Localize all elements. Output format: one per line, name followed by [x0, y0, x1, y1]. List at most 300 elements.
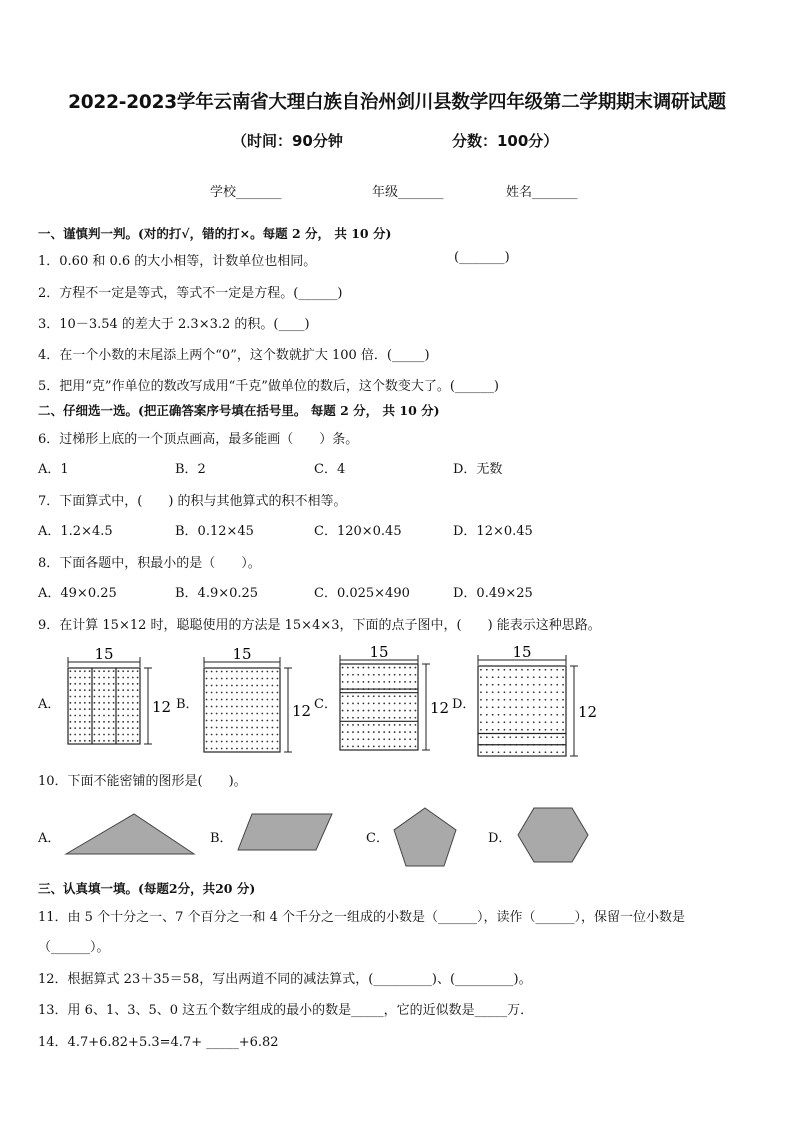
grid-dot	[357, 703, 359, 705]
grid-dot	[562, 669, 564, 671]
grid-dot	[556, 751, 558, 753]
grid-dot	[409, 738, 411, 740]
grid-dot	[545, 721, 547, 723]
grid-dot	[415, 695, 417, 697]
grid-dot	[521, 676, 523, 678]
grid-dot	[79, 677, 81, 679]
grid-dot	[261, 713, 263, 715]
grid-dot	[363, 724, 365, 726]
grid-dot	[277, 741, 279, 743]
grid-dot	[103, 734, 105, 736]
grid-dot	[70, 740, 72, 742]
grid-dot	[357, 731, 359, 733]
grid-dot	[562, 751, 564, 753]
grid-dot	[236, 741, 238, 743]
width-label: 15	[512, 643, 532, 661]
grid-dot	[241, 678, 243, 680]
grid-dot	[347, 681, 349, 683]
grid-dot	[486, 699, 488, 701]
grid-dot	[94, 677, 96, 679]
grid-rectangle	[478, 666, 566, 756]
grid-dot	[352, 703, 354, 705]
grid-dot	[515, 699, 517, 701]
q8-option-b[interactable]: B．4.9×0.25	[175, 586, 259, 601]
q7-option-b[interactable]: B．0.12×45	[175, 524, 254, 539]
q6-option-a[interactable]: A．1	[38, 462, 69, 477]
grid-dot	[236, 706, 238, 708]
grid-dot	[74, 708, 76, 710]
grid-dot	[486, 676, 488, 678]
grid-dot	[409, 724, 411, 726]
grid-dot	[261, 685, 263, 687]
grid-dot	[132, 677, 134, 679]
grid-dot	[352, 746, 354, 748]
grid-dot	[383, 724, 385, 726]
q6-option-b[interactable]: B．2	[175, 462, 206, 477]
grid-dot	[137, 683, 139, 685]
grid-dot	[226, 692, 228, 694]
question-11-line-2: （______）。	[38, 940, 110, 955]
q7-option-d[interactable]: D．12×0.45	[453, 524, 533, 539]
grid-dot	[509, 669, 511, 671]
grid-dot	[103, 702, 105, 704]
grid-dot	[504, 736, 506, 738]
grid-dot	[527, 699, 529, 701]
grid-dot	[357, 667, 359, 669]
grid-dot	[509, 691, 511, 693]
grid-dot	[486, 684, 488, 686]
grid-dot	[84, 689, 86, 691]
dot-diagram-d	[472, 643, 598, 760]
grid-dot	[527, 706, 529, 708]
q10-option-b[interactable]: B．	[210, 831, 233, 846]
grid-dot	[74, 670, 76, 672]
grid-dot	[515, 676, 517, 678]
grid-dot	[504, 676, 506, 678]
question-11-line-1: 11．由 5 个十分之一、7 个百分之一和 4 个千分之一组成的小数是（______），读作（______），保留一位小数是	[38, 910, 686, 925]
grid-dot	[539, 691, 541, 693]
grid-dot	[272, 699, 274, 701]
grid-dot	[389, 674, 391, 676]
grid-dot	[256, 713, 258, 715]
grid-dot	[216, 748, 218, 750]
grid-dot	[527, 721, 529, 723]
grid-dot	[113, 689, 115, 691]
grid-dot	[221, 685, 223, 687]
grid-dot	[118, 740, 120, 742]
grid-dot	[251, 713, 253, 715]
grid-dot	[342, 681, 344, 683]
grid-dot	[132, 708, 134, 710]
grid-dot	[521, 691, 523, 693]
grid-dot	[94, 683, 96, 685]
grid-dot	[89, 670, 91, 672]
grid-dot	[206, 741, 208, 743]
grid-dot	[103, 708, 105, 710]
grid-dot	[84, 670, 86, 672]
grid-dot	[545, 691, 547, 693]
grid-dot	[127, 702, 129, 704]
grid-dot	[132, 721, 134, 723]
grid-dot	[545, 729, 547, 731]
grid-dot	[137, 715, 139, 717]
grid-dot	[108, 670, 110, 672]
grid-dot	[480, 699, 482, 701]
grid-dot	[127, 677, 129, 679]
grid-dot	[404, 674, 406, 676]
grid-dot	[211, 727, 213, 729]
grid-dot	[486, 706, 488, 708]
grid-dot	[236, 734, 238, 736]
grid-dot	[498, 676, 500, 678]
grid-dot	[373, 667, 375, 669]
grid-dot	[236, 713, 238, 715]
score-info: 分数：100分）	[452, 132, 559, 150]
grid-dot	[415, 710, 417, 712]
q10-option-d[interactable]: D．	[488, 831, 512, 846]
grid-dot	[404, 681, 406, 683]
grid-dot	[246, 692, 248, 694]
grid-dot	[480, 706, 482, 708]
grid-dot	[399, 667, 401, 669]
grid-dot	[277, 720, 279, 722]
grid-dot	[70, 734, 72, 736]
grid-dot	[98, 689, 100, 691]
grid-dot	[261, 706, 263, 708]
grid-dot	[216, 678, 218, 680]
grid-dot	[342, 674, 344, 676]
grid-dot	[492, 736, 494, 738]
width-label: 15	[369, 643, 389, 661]
q8-option-c[interactable]: C．0.025×490	[314, 586, 410, 601]
grid-dot	[277, 685, 279, 687]
question-12: 12．根据算式 23＋35＝58，写出两道不同的减法算式，(_________)、(_________)。	[38, 972, 532, 987]
grid-dot	[277, 678, 279, 680]
grid-dot	[241, 685, 243, 687]
question-14: 14．4.7+6.82+5.3=4.7+ _____+6.82	[38, 1035, 279, 1050]
grid-dot	[221, 748, 223, 750]
grid-dot	[266, 734, 268, 736]
grid-dot	[256, 699, 258, 701]
grid-dot	[539, 714, 541, 716]
grid-dot	[498, 714, 500, 716]
grid-dot	[236, 727, 238, 729]
grid-dot	[84, 696, 86, 698]
question-6: 6．过梯形上底的一个顶点画高，最多能画（ ）条。	[38, 432, 359, 447]
q7-option-c[interactable]: C．120×0.45	[314, 524, 402, 539]
grid-dot	[415, 667, 417, 669]
grid-dot	[79, 721, 81, 723]
grid-dot	[394, 717, 396, 719]
grid-dot	[373, 674, 375, 676]
q9-option-d[interactable]: D．	[452, 697, 476, 712]
grid-dot	[383, 695, 385, 697]
grid-dot	[89, 683, 91, 685]
grid-dot	[94, 721, 96, 723]
grid-dot	[409, 703, 411, 705]
grid-dot	[231, 671, 233, 673]
grid-dot	[118, 696, 120, 698]
grid-dot	[241, 741, 243, 743]
grid-dot	[415, 674, 417, 676]
grid-dot	[122, 683, 124, 685]
grid-dot	[221, 706, 223, 708]
grid-dot	[545, 669, 547, 671]
grid-dot	[266, 671, 268, 673]
grid-dot	[486, 721, 488, 723]
grid-dot	[226, 734, 228, 736]
grid-dot	[211, 671, 213, 673]
grid-dot	[272, 734, 274, 736]
q9-option-c[interactable]: C．	[314, 697, 337, 712]
grid-dot	[399, 738, 401, 740]
grid-dot	[122, 721, 124, 723]
grid-dot	[533, 699, 535, 701]
grid-dot	[347, 731, 349, 733]
question-1: 1．0.60 和 0.6 的大小相等，计数单位也相同。	[38, 254, 317, 269]
grid-dot	[409, 674, 411, 676]
grid-dot	[216, 671, 218, 673]
q9-option-a[interactable]: A．	[38, 697, 61, 712]
grade-field[interactable]: 年级_______	[372, 185, 444, 200]
grid-dot	[84, 677, 86, 679]
grid-dot	[113, 683, 115, 685]
grid-dot	[486, 736, 488, 738]
grid-dot	[216, 720, 218, 722]
q10-option-c[interactable]: C．	[366, 831, 389, 846]
grid-dot	[89, 715, 91, 717]
grid-dot	[118, 702, 120, 704]
grid-dot	[251, 720, 253, 722]
grid-dot	[132, 696, 134, 698]
q6-option-c[interactable]: C．4	[314, 462, 346, 477]
grid-dot	[236, 671, 238, 673]
grid-dot	[363, 710, 365, 712]
grid-dot	[562, 706, 564, 708]
grid-dot	[357, 746, 359, 748]
grid-dot	[246, 706, 248, 708]
grid-dot	[404, 731, 406, 733]
grid-dot	[84, 721, 86, 723]
grid-dot	[342, 746, 344, 748]
grid-dot	[562, 684, 564, 686]
grid-dot	[342, 731, 344, 733]
grid-dot	[206, 685, 208, 687]
grid-dot	[113, 727, 115, 729]
dot-diagram-a	[60, 645, 172, 750]
grid-dot	[241, 671, 243, 673]
q8-option-a[interactable]: A．49×0.25	[38, 586, 117, 601]
grid-dot	[378, 703, 380, 705]
grid-dot	[226, 671, 228, 673]
dot-diagram-c	[334, 643, 450, 754]
grid-dot	[103, 727, 105, 729]
grid-dot	[231, 713, 233, 715]
grid-dot	[515, 669, 517, 671]
time-info: （时间：90分钟	[232, 132, 343, 150]
grid-dot	[368, 710, 370, 712]
grid-dot	[357, 695, 359, 697]
grid-dot	[241, 734, 243, 736]
width-label: 15	[94, 645, 114, 663]
grid-dot	[550, 699, 552, 701]
grid-dot	[246, 741, 248, 743]
grid-dot	[251, 706, 253, 708]
grid-dot	[504, 706, 506, 708]
triangle-shape	[64, 812, 196, 856]
grid-dot	[79, 740, 81, 742]
school-field[interactable]: 学校_______	[210, 185, 282, 200]
grid-dot	[231, 699, 233, 701]
grid-dot	[89, 702, 91, 704]
grid-dot	[241, 706, 243, 708]
grid-dot	[103, 689, 105, 691]
grid-dot	[533, 736, 535, 738]
grid-dot	[108, 677, 110, 679]
grid-dot	[363, 695, 365, 697]
grid-dot	[211, 685, 213, 687]
grid-dot	[137, 677, 139, 679]
grid-dot	[98, 670, 100, 672]
grid-dot	[277, 748, 279, 750]
grid-dot	[277, 671, 279, 673]
grid-dot	[521, 669, 523, 671]
grid-dot	[256, 727, 258, 729]
grid-dot	[211, 741, 213, 743]
grid-dot	[221, 741, 223, 743]
grid-dot	[480, 691, 482, 693]
grid-dot	[357, 710, 359, 712]
grid-dot	[521, 751, 523, 753]
grid-dot	[399, 746, 401, 748]
grid-dot	[89, 734, 91, 736]
grid-dot	[216, 692, 218, 694]
grid-dot	[94, 727, 96, 729]
grid-dot	[206, 720, 208, 722]
grid-dot	[251, 692, 253, 694]
grid-dot	[118, 689, 120, 691]
grid-dot	[521, 736, 523, 738]
grid-dot	[113, 670, 115, 672]
grid-dot	[486, 691, 488, 693]
grid-dot	[256, 678, 258, 680]
grid-dot	[389, 717, 391, 719]
grid-dot	[527, 691, 529, 693]
grid-dot	[137, 670, 139, 672]
grid-dot	[226, 713, 228, 715]
grid-dot	[373, 717, 375, 719]
grid-dot	[70, 689, 72, 691]
grid-dot	[272, 727, 274, 729]
grid-dot	[98, 683, 100, 685]
grid-dot	[404, 717, 406, 719]
grid-dot	[211, 734, 213, 736]
grid-dot	[94, 670, 96, 672]
name-field[interactable]: 姓名_______	[506, 185, 578, 200]
grid-dot	[521, 684, 523, 686]
q6-option-d[interactable]: D．无数	[453, 462, 503, 477]
grid-dot	[378, 738, 380, 740]
q7-option-a[interactable]: A．1.2×4.5	[38, 524, 113, 539]
q9-option-b[interactable]: B．	[176, 697, 199, 712]
grid-dot	[389, 746, 391, 748]
question-1-answer-blank[interactable]: (_______)	[454, 250, 510, 265]
grid-dot	[113, 734, 115, 736]
grid-dot	[509, 706, 511, 708]
grid-dot	[347, 667, 349, 669]
grid-dot	[108, 683, 110, 685]
grid-dot	[409, 667, 411, 669]
grid-dot	[504, 669, 506, 671]
grid-dot	[261, 727, 263, 729]
q10-option-a[interactable]: A．	[38, 831, 61, 846]
grid-dot	[550, 729, 552, 731]
grid-dot	[415, 738, 417, 740]
grid-dot	[545, 706, 547, 708]
grid-dot	[498, 684, 500, 686]
grid-dot	[368, 674, 370, 676]
grid-dot	[256, 685, 258, 687]
grid-dot	[527, 669, 529, 671]
grid-dot	[404, 738, 406, 740]
grid-dot	[492, 691, 494, 693]
grid-dot	[509, 676, 511, 678]
grid-dot	[521, 721, 523, 723]
grid-dot	[211, 720, 213, 722]
grid-dot	[515, 721, 517, 723]
grid-dot	[103, 683, 105, 685]
grid-dot	[527, 684, 529, 686]
grid-dot	[368, 731, 370, 733]
grid-dot	[226, 685, 228, 687]
grid-dot	[226, 727, 228, 729]
grid-dot	[266, 706, 268, 708]
question-2: 2．方程不一定是等式，等式不一定是方程。(______)	[38, 286, 343, 301]
pentagon-shape	[392, 806, 458, 868]
grid-dot	[373, 710, 375, 712]
grid-dot	[94, 702, 96, 704]
q8-option-d[interactable]: D．0.49×25	[453, 586, 533, 601]
grid-dot	[556, 669, 558, 671]
grid-dot	[127, 689, 129, 691]
grid-dot	[70, 683, 72, 685]
grid-dot	[216, 685, 218, 687]
grid-dot	[389, 710, 391, 712]
grid-dot	[357, 674, 359, 676]
grid-dot	[533, 721, 535, 723]
grid-dot	[272, 706, 274, 708]
grid-dot	[127, 708, 129, 710]
grid-dot	[84, 740, 86, 742]
grid-dot	[261, 748, 263, 750]
grid-dot	[527, 751, 529, 753]
grid-dot	[266, 748, 268, 750]
grid-dot	[108, 721, 110, 723]
grid-dot	[132, 715, 134, 717]
grid-dot	[515, 714, 517, 716]
grid-dot	[394, 710, 396, 712]
grid-dot	[394, 681, 396, 683]
grid-dot	[132, 702, 134, 704]
grid-dot	[261, 734, 263, 736]
grid-dot	[556, 736, 558, 738]
grid-dot	[70, 708, 72, 710]
grid-dot	[277, 706, 279, 708]
grid-dot	[378, 731, 380, 733]
grid-dot	[539, 706, 541, 708]
grid-dot	[246, 699, 248, 701]
grid-dot	[492, 669, 494, 671]
